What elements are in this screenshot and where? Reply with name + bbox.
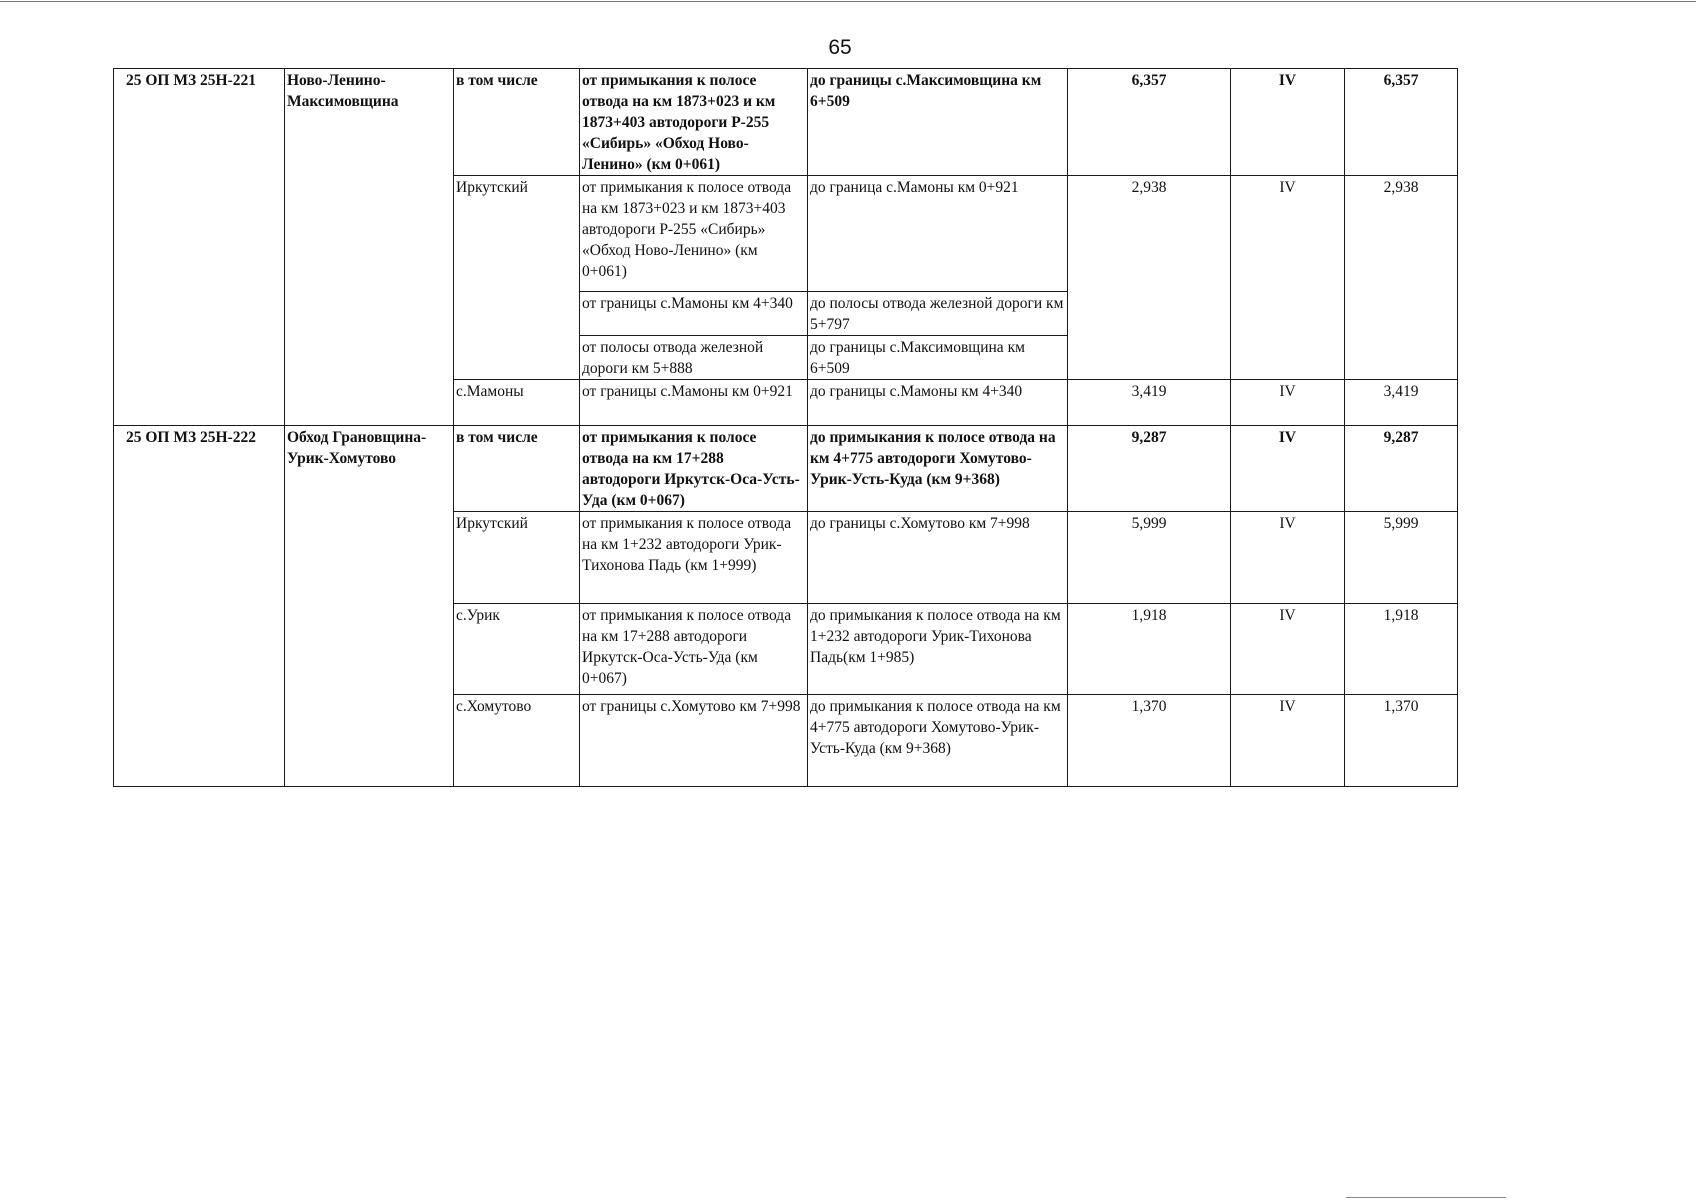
to-cell: до границы с.Мамоны км 4+340	[808, 380, 1068, 426]
from-cell: от границы с.Мамоны км 4+340	[580, 292, 808, 336]
road-name-cell: Обход Грановщина-Урик-Хомутово	[285, 426, 454, 787]
to-cell: до границы с.Хомутово км 7+998	[808, 512, 1068, 604]
length-total-cell: 2,938	[1345, 176, 1458, 380]
length-total-cell: 3,419	[1345, 380, 1458, 426]
page-number: 65	[828, 36, 852, 59]
length-cell: 1,918	[1068, 604, 1231, 695]
from-cell: от примыкания к полосе отвода на км 1+232 автодороги Урик-Тихонова Падь (км 1+999)	[580, 512, 808, 604]
district-cell: с.Урик	[454, 604, 580, 695]
district-cell: Иркутский	[454, 512, 580, 604]
road-name-cell: Ново-Ленино-Максимовщина	[285, 69, 454, 426]
category-cell: IV	[1231, 176, 1345, 380]
district-cell: Иркутский	[454, 176, 580, 380]
district-cell: в том числе	[454, 426, 580, 512]
to-cell: до граница с.Мамоны км 0+921	[808, 176, 1068, 292]
category-cell: IV	[1231, 69, 1345, 176]
to-cell: до примыкания к полосе отвода на км 4+775 автодороги Хомутово-Урик-Усть-Куда (км 9+368)	[808, 695, 1068, 787]
to-cell: до примыкания к полосе отвода на км 4+775 автодороги Хомутово-Урик-Усть-Куда (км 9+368)	[808, 426, 1068, 512]
length-cell: 2,938	[1068, 176, 1231, 380]
category-cell: IV	[1231, 512, 1345, 604]
to-cell: до границы с.Максимовщина км 6+509	[808, 69, 1068, 176]
scan-top-edge	[0, 1, 1696, 2]
from-cell: от границы с.Мамоны км 0+921	[580, 380, 808, 426]
table-row	[114, 426, 1458, 512]
from-cell: от границы с.Хомутово км 7+998	[580, 695, 808, 787]
category-cell: IV	[1231, 380, 1345, 426]
to-cell: до примыкания к полосе отвода на км 1+232 автодороги Урик-Тихонова Падь(км 1+985)	[808, 604, 1068, 695]
length-cell: 6,357	[1068, 69, 1231, 176]
roads-table	[113, 68, 1458, 787]
length-total-cell: 1,918	[1345, 604, 1458, 695]
district-cell: с.Хомутово	[454, 695, 580, 787]
from-cell: от примыкания к полосе отвода на км 17+288 автодороги Иркутск-Оса-Усть-Уда (км 0+067)	[580, 426, 808, 512]
length-total-cell: 6,357	[1345, 69, 1458, 176]
table-row	[114, 69, 1458, 176]
category-cell: IV	[1231, 604, 1345, 695]
scan-bottom-edge	[1346, 1197, 1506, 1198]
to-cell: до границы с.Максимовщина км 6+509	[808, 336, 1068, 380]
from-cell: от примыкания к полосе отвода на км 1873+023 и км 1873+403 автодороги Р-255 «Сибирь» «Обход Ново-Ленино» (км 0+061)	[580, 176, 808, 292]
to-cell: до полосы отвода железной дороги км 5+797	[808, 292, 1068, 336]
road-id-cell: 25 ОП МЗ 25Н-222	[114, 426, 285, 787]
category-cell: IV	[1231, 426, 1345, 512]
length-total-cell: 5,999	[1345, 512, 1458, 604]
district-cell: с.Мамоны	[454, 380, 580, 426]
from-cell: от полосы отвода железной дороги км 5+888	[580, 336, 808, 380]
length-cell: 9,287	[1068, 426, 1231, 512]
from-cell: от примыкания к полосе отвода на км 1873+023 и км 1873+403 автодороги Р-255 «Сибирь» «Обход Ново-Ленино» (км 0+061)	[580, 69, 808, 176]
road-id-cell: 25 ОП МЗ 25Н-221	[114, 69, 285, 426]
length-total-cell: 1,370	[1345, 695, 1458, 787]
length-cell: 1,370	[1068, 695, 1231, 787]
length-cell: 3,419	[1068, 380, 1231, 426]
length-cell: 5,999	[1068, 512, 1231, 604]
district-cell: в том числе	[454, 69, 580, 176]
from-cell: от примыкания к полосе отвода на км 17+288 автодороги Иркутск-Оса-Усть-Уда (км 0+067)	[580, 604, 808, 695]
category-cell: IV	[1231, 695, 1345, 787]
length-total-cell: 9,287	[1345, 426, 1458, 512]
